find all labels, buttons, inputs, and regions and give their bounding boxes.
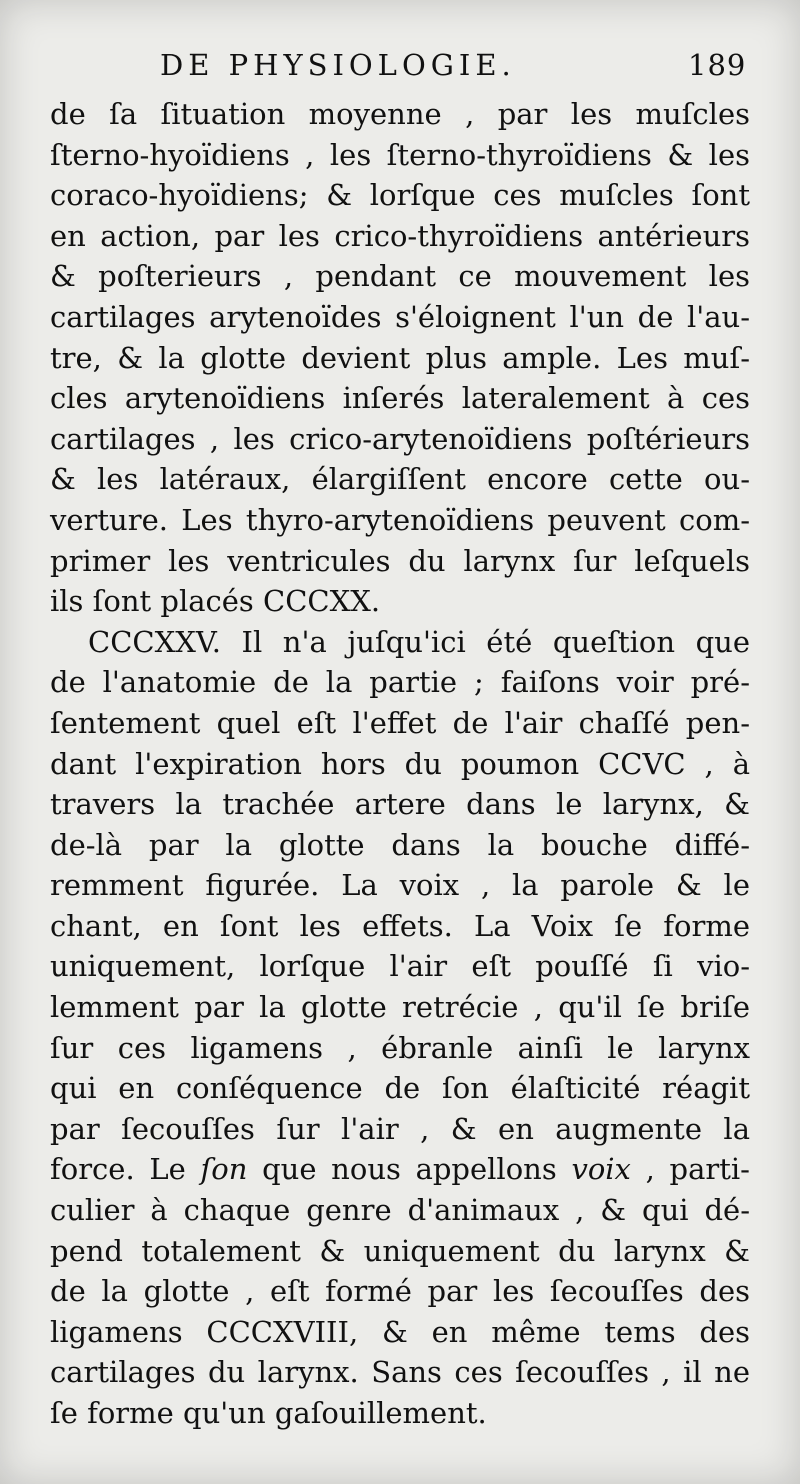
text-line: de ſa ſituation moyenne , par les muſcles xyxy=(50,97,750,131)
text-line: ils ſont placés CCCXX. xyxy=(50,584,381,619)
text-run: que nous appellons xyxy=(247,1152,572,1187)
text-line: tre, & la glotte devient plus ample. Les muſ- xyxy=(50,340,750,375)
text-line: & les latéraux, élargiſſent encore cette ou- xyxy=(50,462,750,497)
paragraph-start-line: CCCXXV. Il n'a juſqu'ici été queſtion que xyxy=(88,624,750,659)
text-line: remment figurée. La voix , la parole & le xyxy=(50,868,750,903)
text-line: qui en conſéquence de ſon élaſticité réagit xyxy=(50,1071,750,1106)
text-run: , parti- xyxy=(630,1152,750,1187)
text-line: & poſterieurs , pendant ce mouvement les xyxy=(50,259,750,294)
text-line: uniquement, lorſque l'air eſt pouſſé ſi vio- xyxy=(50,949,750,984)
text-line: coraco-hyoïdiens; & lorſque ces muſcles ſont xyxy=(50,178,750,213)
italic-term: voix xyxy=(571,1152,631,1187)
text-line: ſterno-hyoïdiens , les ſterno-thyroïdiens & les xyxy=(50,137,750,172)
text-line: ſentement quel eſt l'effet de l'air chaſſé pen- xyxy=(50,705,750,740)
text-line: de la glotte , eſt formé par les ſecouſſes des xyxy=(50,1274,750,1309)
text-line: primer les ventricules du larynx ſur leſquels xyxy=(50,543,750,578)
text-line: cartilages du larynx. Sans ces ſecouſſes , il ne xyxy=(50,1355,750,1390)
text-line: culier à chaque genre d'animaux , & qui dé- xyxy=(50,1193,750,1228)
text-line: ſur ces ligamens , ébranle ainſi le larynx xyxy=(50,1030,750,1065)
text-line: ligamens CCCXVIII, & en même tems des xyxy=(50,1314,750,1349)
body-text xyxy=(50,94,750,1434)
text-line: par ſecouſſes ſur l'air , & en augmente la xyxy=(50,1111,750,1146)
text-line: de l'anatomie de la partie ; faiſons voir pré- xyxy=(50,665,750,700)
text-line: cles arytenoïdiens inſerés lateralement à ces xyxy=(50,381,750,416)
text-line: lemment par la glotte retrécie , qu'il ſe briſe xyxy=(50,990,750,1025)
text-line: de-là par la glotte dans la bouche diffé- xyxy=(50,827,750,862)
text-line: chant, en ſont les effets. La Voix ſe forme xyxy=(50,908,750,943)
text-line: pend totalement & uniquement du larynx & xyxy=(50,1233,750,1268)
italic-term: ſon xyxy=(200,1152,248,1187)
text-run: force. Le xyxy=(50,1152,201,1187)
running-title: DE PHYSIOLOGIE. xyxy=(160,48,516,82)
text-line: ſe forme qu'un gaſouillement. xyxy=(50,1396,487,1430)
text-line: en action, par les crico-thyroïdiens antérieurs xyxy=(50,218,750,253)
page-header xyxy=(0,48,800,88)
text-line: cartilages , les crico-arytenoïdiens poſtérieurs xyxy=(50,421,750,456)
text-line: verture. Les thyro-arytenoïdiens peuvent com- xyxy=(50,502,750,537)
text-line: cartilages arytenoïdes s'éloignent l'un de l'au- xyxy=(50,299,750,334)
text-line-with-italics xyxy=(50,1149,750,1190)
page-number: 189 xyxy=(688,48,747,82)
text-line: dant l'expiration hors du poumon CCVC , à xyxy=(50,746,750,781)
text-line: travers la trachée artere dans le larynx, & xyxy=(50,787,750,822)
